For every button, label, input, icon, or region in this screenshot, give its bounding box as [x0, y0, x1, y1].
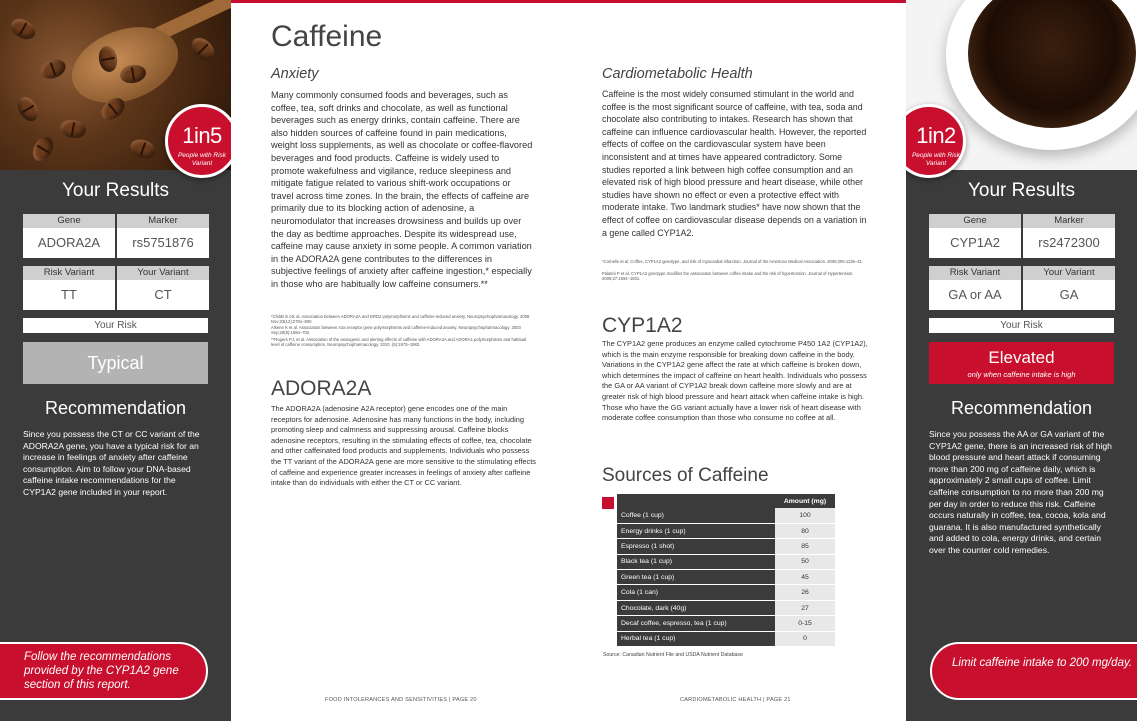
- your-risk-label: Your Risk: [23, 318, 208, 333]
- table-row: Green tea (1 cup) 45: [617, 570, 835, 585]
- cardiometabolic-heading: Cardiometabolic Health: [602, 66, 753, 82]
- footnote: *Childs E etc al. Association between ADORA2A and DRD2 polymorphisms and caffeine-induced anxiety. Neuropsychopharmacology. 2008 Nov;33(12):2791–800: [271, 314, 530, 325]
- footnote: *Cornelis et al. Coffee, CYP1A2 genotype, and risk of myocardial infarction. Journal of the American Medical Association. 2006;295:1135–41.: [602, 259, 864, 264]
- badge-ratio: 1in5: [182, 123, 222, 148]
- page-footer-right: CARDIOMETABOLIC HEALTH | PAGE 21: [680, 697, 791, 703]
- marker-value: rs2472300: [1023, 228, 1115, 258]
- cyp1a2-paragraph: The CYP1A2 gene produces an enzyme called cytochrome P450 1A2 (CYP1A2), which is the main enzyme responsible for breaking down caffeine in the body. Variations in the CYP1A2 gene affect the rate at which caffeine is broken down, which determines the impact of caffeine on heart health. Individuals who possess the GA or AA variant of CYP1A2 break down caffeine more slowly and are at greater risk of high blood pressure and heart attack when caffeine intake is high. Those who have the GG variant actually have a lower risk of heart disease with moderate coffee consumption than those who consume no coffee at all.: [602, 339, 868, 423]
- results-title: Your Results: [967, 180, 1076, 201]
- page-title: Caffeine: [271, 20, 383, 53]
- recommendation-title: Recommendation: [950, 398, 1093, 418]
- table-header-amount: Amount (mg): [775, 494, 835, 508]
- recommendation-callout: Limit caffeine intake to 200 mg/day.: [930, 642, 1137, 700]
- table-row: Herbal tea (1 cup) 0: [617, 631, 835, 646]
- your-risk-label: Your Risk: [929, 318, 1114, 333]
- your-variant-label: Your Variant: [117, 266, 209, 280]
- risk-variant-value: TT: [23, 280, 115, 310]
- cyp1a2-heading: CYP1A2: [602, 314, 683, 337]
- table-header-item: [617, 494, 775, 508]
- table-row: Energy drinks (1 cup) 80: [617, 523, 835, 538]
- table-row: Cola (1 can) 26: [617, 585, 835, 600]
- results-title: Your Results: [61, 180, 170, 201]
- recommendation-text: Since you possess the AA or GA variant of the CYP1A2 gene, there is an increased risk of high blood pressure and heart attack if consuming more than 200 mg of caffeine daily, which is approximately 2 small cups of coffee. Limit caffeine consumption to no more than 200 mg per day in order to reduce this risk. Caffeine occurs naturally in coffee, tea, cocoa, kola and guarana. It is also manufactured synthetically and added to cola, energy drinks, and certain over the counter cold remedies.: [929, 429, 1112, 555]
- gene-value: CYP1A2: [929, 228, 1021, 258]
- sources-heading: Sources of Caffeine: [602, 465, 769, 486]
- table-row: Decaf coffee, espresso, tea (1 cup) 0-15: [617, 616, 835, 631]
- table-row: Black tea (1 cup) 50: [617, 554, 835, 569]
- table-row: Chocolate, dark (40g) 27: [617, 600, 835, 615]
- cardiometabolic-paragraph: Caffeine is the most widely consumed stimulant in the world and coffee is the most significant source of caffeine, with tea, soda and chocolate also contributing to intakes. Research has shown that caffeine can influence cardiovascular health. However, the reported effects of coffee on the cardiovascular system have been inconsistent and at times have appeared contradictory. Some studies reported a link between high coffee consumption and an elevated risk of high blood pressure and heart disease, while other studies have shown no effect or even a protective effect with moderate intake. Two landmark studies* have now shown that the effect of coffee on cardiovascular disease depends on a variation in a gene called CYP1A2.: [602, 89, 867, 238]
- recommendation-title: Recommendation: [44, 398, 187, 418]
- right-results-panel: [906, 0, 1137, 721]
- table-marker: [602, 497, 614, 509]
- page-footer-left: FOOD INTOLERANCES AND SENSITIVITIES | PAGE 20: [325, 697, 477, 703]
- prevalence-badge: [165, 104, 231, 178]
- risk-level-note: only when caffeine intake is high: [967, 370, 1076, 379]
- marker-label: Marker: [1023, 214, 1115, 228]
- badge-caption: People with Risk Variant: [177, 152, 227, 167]
- table-source-note: Source: Canadian Nutrient File and USDA Nutrient Database: [603, 652, 743, 658]
- risk-variant-label: Risk Variant: [929, 266, 1021, 280]
- footnote: **Rogers PJ, et al. Association of the anxiogenic and alerting effects of caffeine with ADORA2A and ADORA1 polymorphisms and habitual level of caffeine consumption. Neuropsychopharmacology. 2010, (9):1973–1983.: [271, 337, 527, 348]
- your-variant-value: CT: [117, 280, 209, 310]
- table-row: Coffee (1 cup) 100: [617, 508, 835, 523]
- caffeine-sources-table: [617, 494, 835, 647]
- table-row: Espresso (1 shot) 85: [617, 539, 835, 554]
- risk-level-box: [929, 342, 1114, 384]
- adora2a-heading: ADORA2A: [271, 377, 372, 400]
- anxiety-paragraph: Many commonly consumed foods and beverages, such as coffee, tea, soft drinks and chocolate, as well as functional beverages such as energy drinks, contain caffeine. There are also hidden sources of caffeine found in pain medications, weight loss supplements, as well as chocolate or coffee-flavored beverages and food products. Caffeine is widely used to promote wakefulness and vigilance, reduce sleepiness and mitigate fatigue related to various shift-work occupations or travel across time zones. In the brain, the effects of caffeine are primarily due to its blocking action of adenosine, a neuromodulator that increases drowsiness and builds up over the day as bedtime approaches. Despite its widespread use, caffeine may cause anxiety in some people. A common variation in the ADORA2A gene contributes to the differences in subjective feelings of anxiety after caffeine ingestion,* especially in those who are habitually low caffeine consumers.**: [271, 90, 533, 289]
- badge-ratio: 1in2: [916, 123, 956, 148]
- risk-level-value: Elevated: [988, 348, 1055, 367]
- gene-label: Gene: [929, 214, 1021, 228]
- footnote: Palatini P et al. CYP1A2 genotype modifies the association between coffee intake and the risk of hypertension. Journal of Hypertension. 2009;27:1594–1601.: [602, 271, 854, 282]
- marker-value: rs5751876: [117, 228, 209, 258]
- recommendation-callout: Follow the recommendations provided by the CYP1A2 gene section of this report.: [0, 642, 208, 700]
- risk-level-box: Typical: [23, 342, 208, 384]
- badge-caption: People with Risk Variant: [911, 152, 961, 167]
- footnote: Alsene K et al. Association between A2a receptor gene polymorphisms and caffeine-induced anxiety. Neuropsychopharmacology. 2003 Sep;28(9):1694–702.: [271, 325, 521, 336]
- risk-variant-label: Risk Variant: [23, 266, 115, 280]
- adora2a-paragraph: The ADORA2A (adenosine A2A receptor) gene encodes one of the main receptors for adenosine. Adenosine has many functions in the body, including promoting sleep and calmness and suppressing arousal. Caffeine blocks adenosine receptors, resulting in the stimulating effects of coffee, tea, chocolate and other caffeinated food products and supplements. Individuals who possess the TT variant of the ADORA2A gene are more sensitive to the stimulating effects of caffeine and experience greater increases in feelings of anxiety after caffeine intake than do individuals with either the CT or CC variant.: [271, 404, 536, 488]
- risk-variant-value: GA or AA: [929, 280, 1021, 310]
- gene-value: ADORA2A: [23, 228, 115, 258]
- marker-label: Marker: [117, 214, 209, 228]
- left-results-panel: [0, 0, 231, 721]
- anxiety-heading: Anxiety: [271, 66, 319, 82]
- recommendation-text: Since you possess the CT or CC variant of the ADORA2A gene, you have a typical risk for an increase in feelings of anxiety after caffeine consumption. Aim to follow your DNA-based caffeine intake recommendations for the CYP1A2 gene included in your report.: [23, 429, 200, 497]
- your-variant-value: GA: [1023, 280, 1115, 310]
- gene-label: Gene: [23, 214, 115, 228]
- your-variant-label: Your Variant: [1023, 266, 1115, 280]
